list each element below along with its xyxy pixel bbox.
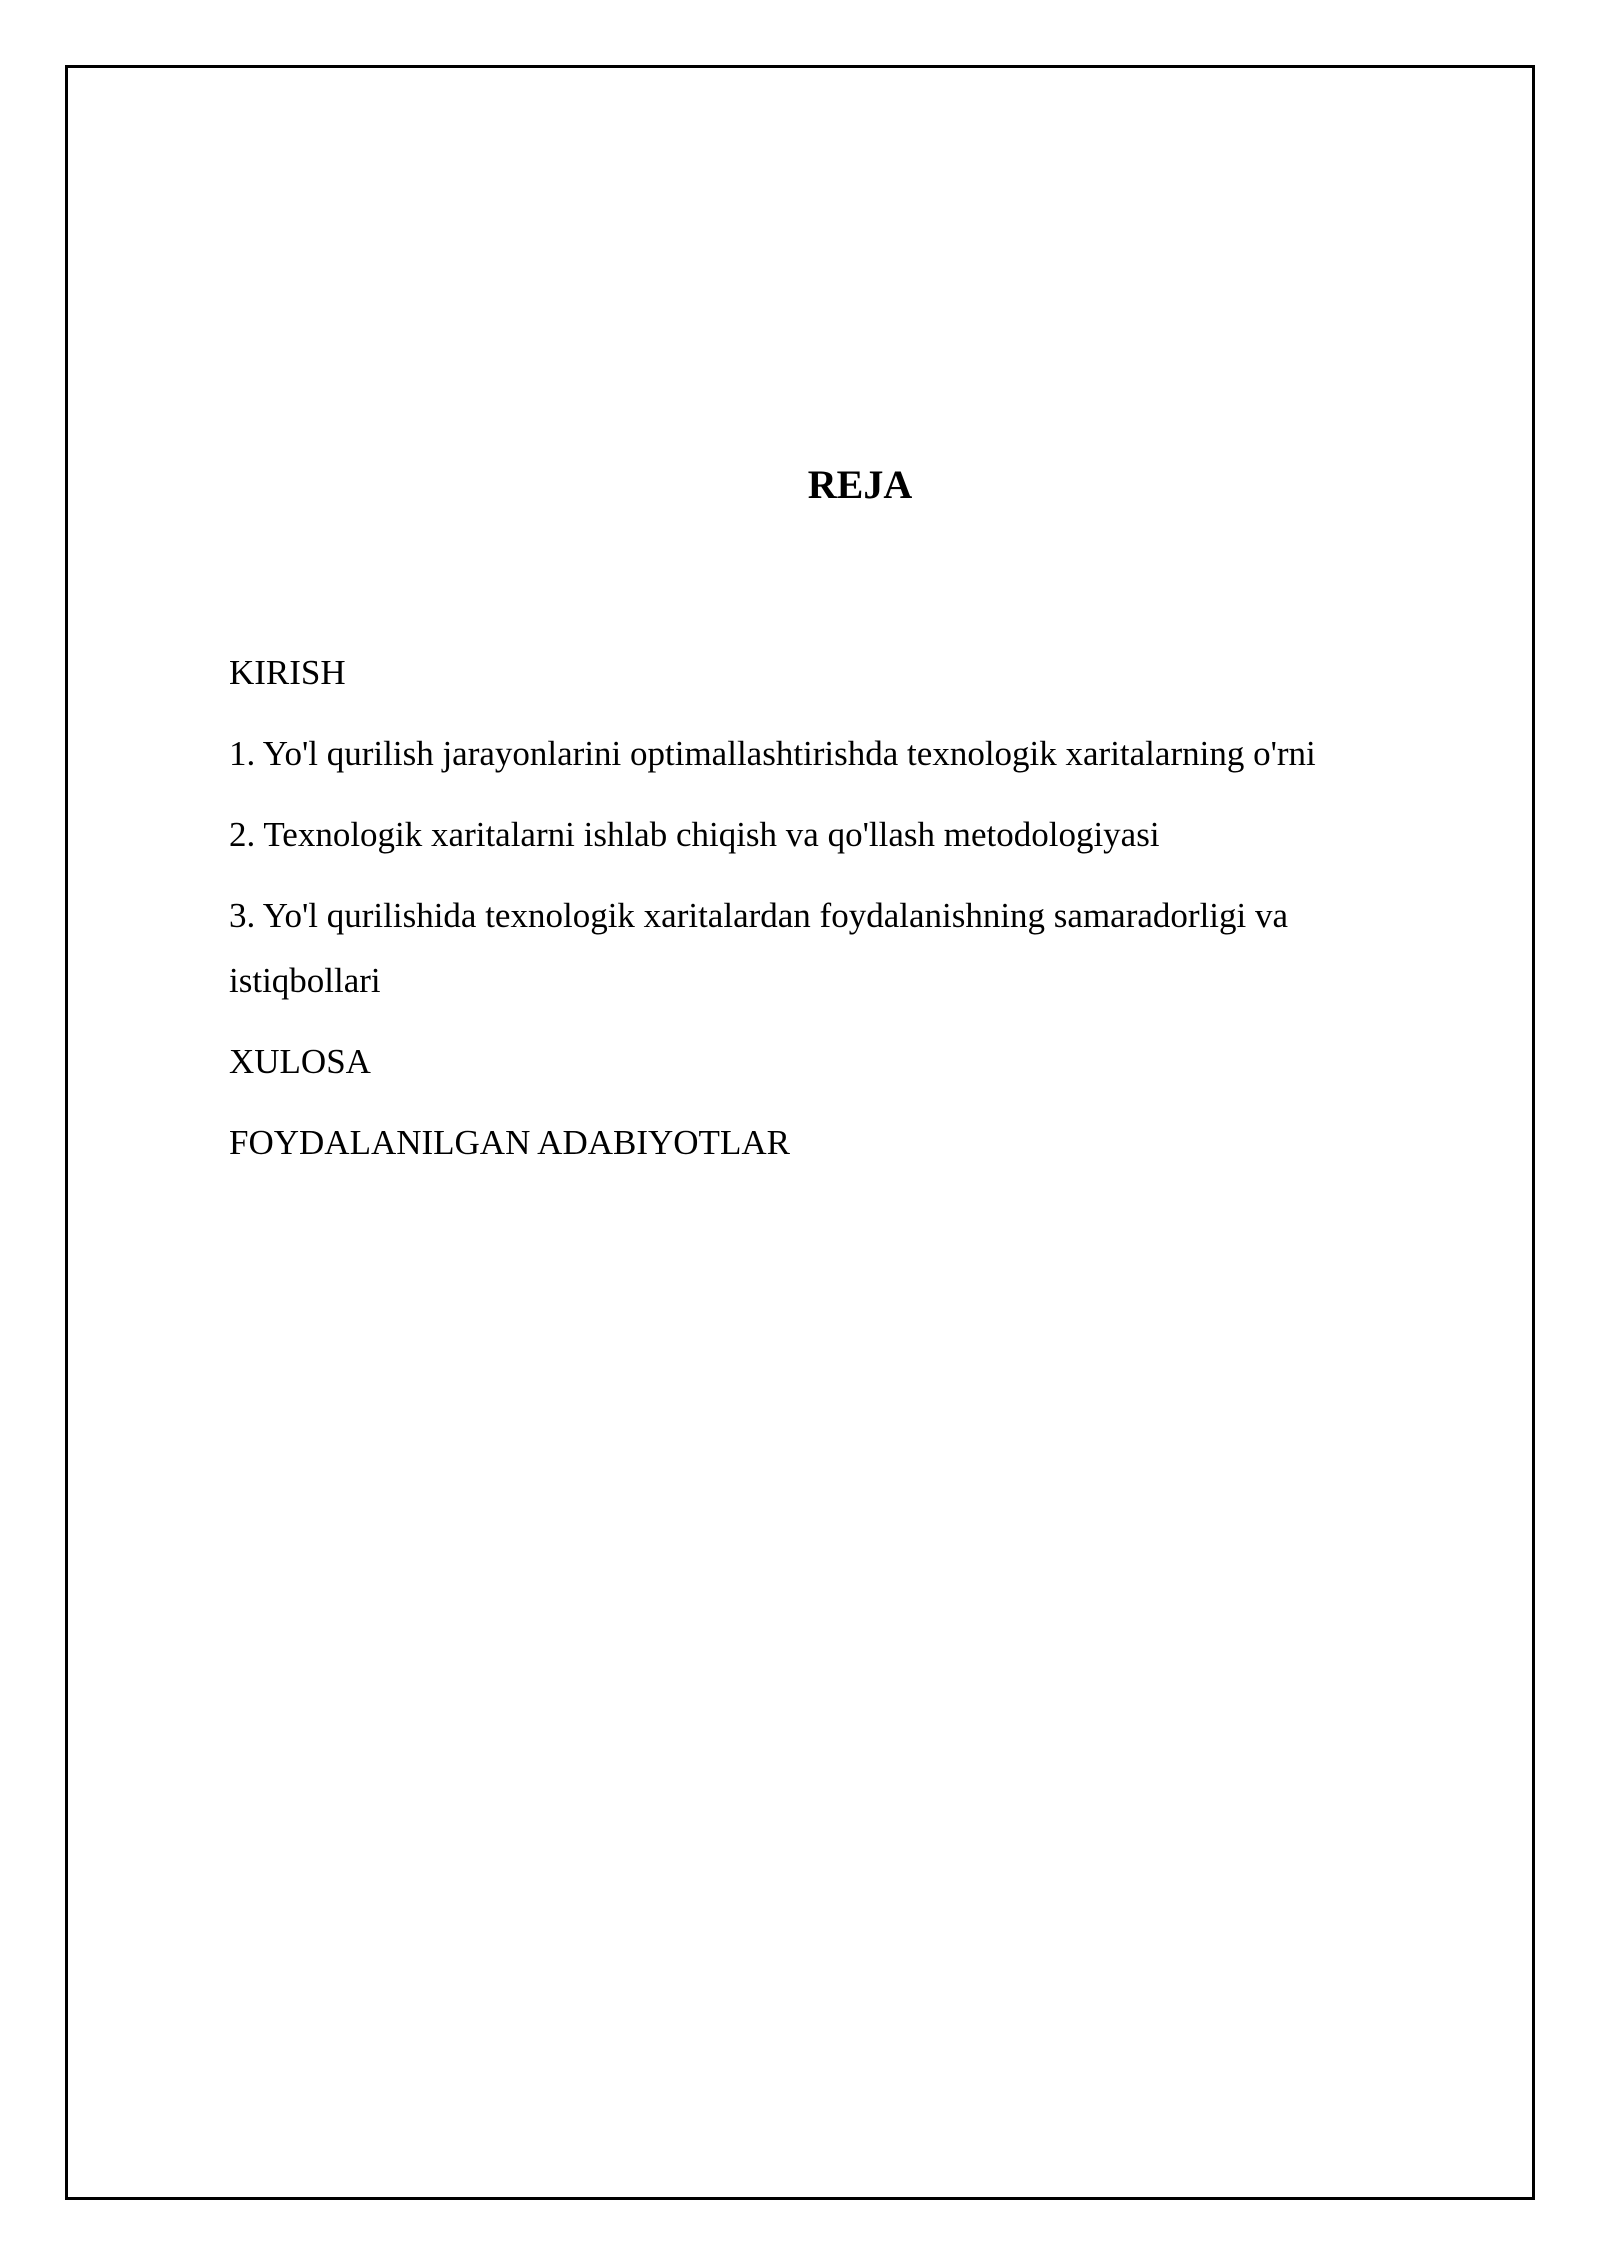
plan-list bbox=[229, 640, 1439, 1191]
plan-item-3: 3. Yo'l qurilishida texnologik xaritalardan foydalanishning samaradorligi va istiqbollari bbox=[229, 896, 1289, 1000]
page-title: REJA bbox=[807, 462, 913, 507]
plan-item-references: FOYDALANILGAN ADABIYOTLAR bbox=[229, 1123, 790, 1162]
plan-item-1: 1. Yo'l qurilish jarayonlarini optimallashtirishda texnologik xaritalarning o'rni bbox=[229, 734, 1316, 773]
plan-item-introduction: KIRISH bbox=[229, 653, 346, 692]
plan-item-2: 2. Texnologik xaritalarni ishlab chiqish va qo'llash metodologiyasi bbox=[229, 815, 1160, 854]
plan-item-conclusion: XULOSA bbox=[229, 1042, 371, 1081]
